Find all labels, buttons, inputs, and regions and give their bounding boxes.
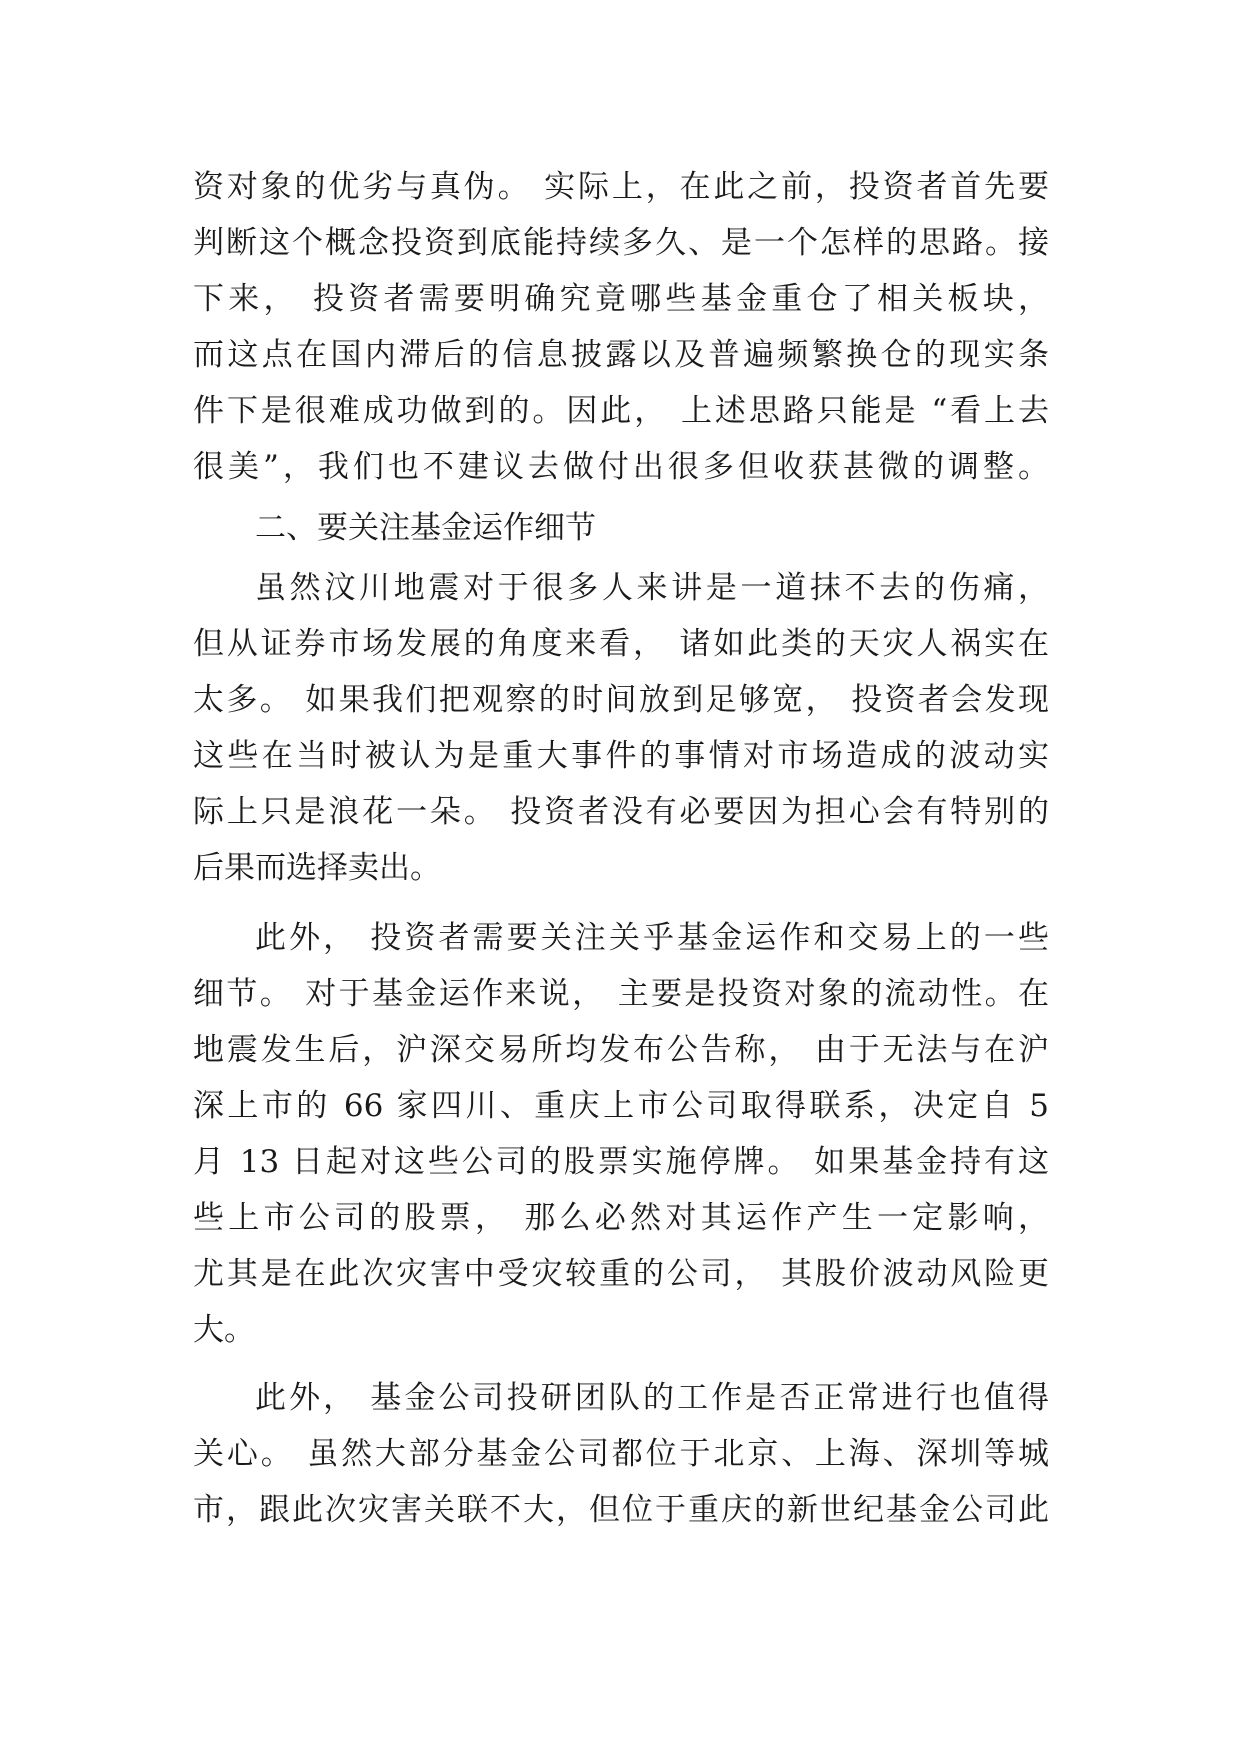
text-line: 月 13 日起对这些公司的股票实施停牌。 如果基金持有这 (193, 1144, 1049, 1180)
text-line: 而这点在国内滞后的信息披露以及普遍频繁换仓的现实条 (193, 337, 1049, 373)
text-line: 关心。 虽然大部分基金公司都位于北京、上海、深圳等城 (193, 1436, 1049, 1472)
text-line: 但从证券市场发展的角度来看， 诸如此类的天灾人祸实在 (193, 626, 1049, 662)
text-line: 资对象的优劣与真伪。 实际上，在此之前，投资者首先要 (193, 169, 1049, 205)
text-line: 细节。 对于基金运作来说， 主要是投资对象的流动性。在 (193, 976, 1049, 1012)
text-line: 很美”，我们也不建议去做付出很多但收获甚微的调整。 (193, 449, 1049, 485)
text-line: 下来， 投资者需要明确究竟哪些基金重仓了相关板块， (193, 281, 1049, 317)
text-line: 件下是很难成功做到的。因此， 上述思路只能是 “看上去 (193, 393, 1049, 429)
text-line: 尤其是在此次灾害中受灾较重的公司， 其股价波动风险更 (193, 1256, 1049, 1292)
text-line: 大。 (193, 1312, 255, 1348)
text-line: 些上市公司的股票， 那么必然对其运作产生一定影响， (193, 1200, 1049, 1236)
text-line: 际上只是浪花一朵。 投资者没有必要因为担心会有特别的 (193, 794, 1049, 830)
text-line: 地震发生后，沪深交易所均发布公告称， 由于无法与在沪 (193, 1032, 1049, 1068)
text-line: 太多。 如果我们把观察的时间放到足够宽， 投资者会发现 (193, 682, 1049, 718)
section-heading: 二、要关注基金运作细节 (255, 510, 596, 546)
text-line: 此外， 基金公司投研团队的工作是否正常进行也值得 (255, 1380, 1049, 1416)
text-line: 后果而选择卖出。 (193, 850, 441, 886)
text-line: 判断这个概念投资到底能持续多久、是一个怎样的思路。接 (193, 225, 1049, 261)
text-line: 市，跟此次灾害关联不大，但位于重庆的新世纪基金公司此 (193, 1492, 1049, 1528)
text-line: 虽然汶川地震对于很多人来讲是一道抹不去的伤痛， (255, 570, 1049, 606)
text-line: 深上市的 66 家四川、重庆上市公司取得联系，决定自 5 (193, 1088, 1049, 1124)
text-line: 此外， 投资者需要关注关乎基金运作和交易上的一些 (255, 920, 1049, 956)
text-line: 这些在当时被认为是重大事件的事情对市场造成的波动实 (193, 738, 1049, 774)
